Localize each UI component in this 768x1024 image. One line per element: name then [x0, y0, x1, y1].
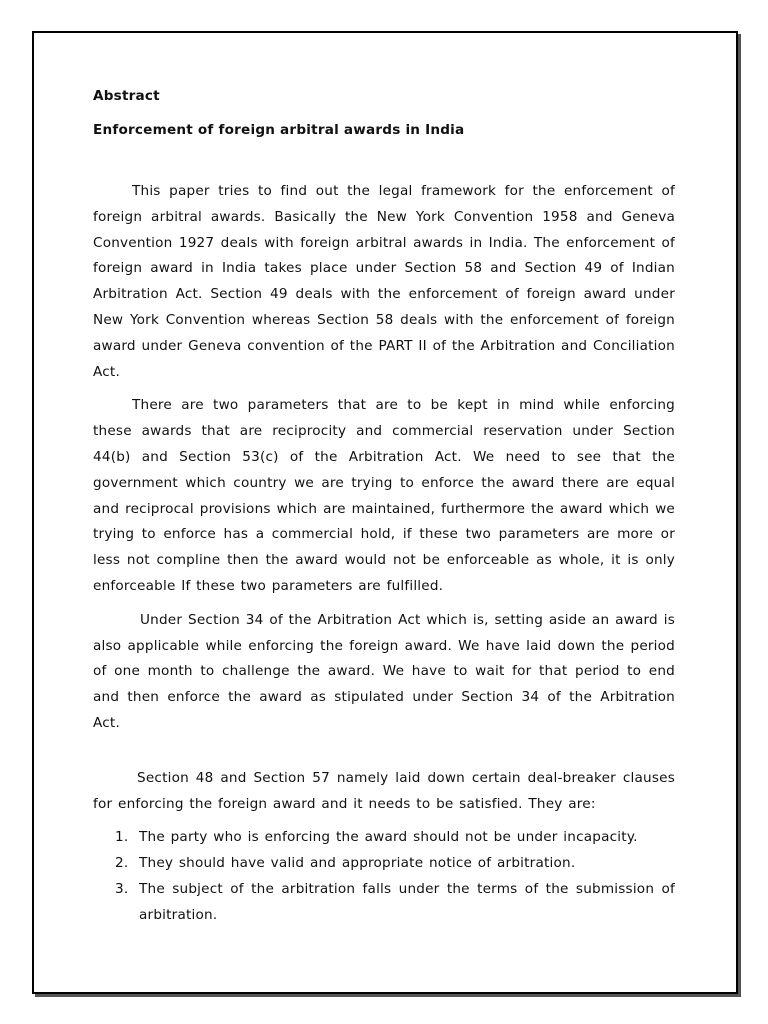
list-item-text: The party who is enforcing the award should not be under incapacity. [139, 829, 638, 846]
paper-title: Enforcement of foreign arbitral awards in India [93, 122, 465, 138]
list-item-number: 3. [115, 880, 129, 897]
paragraph-1: This paper tries to find out the legal framework for the enforcement of foreign arbitral awards. Basically the New York Convention 1958 and Geneva Convention 1927 deals with foreign arbitral awards in India. The enforcement of foreign award in India takes place under Section 58 and Section 49 of Indian Arbitration Act. Section 49 deals with the enforcement of foreign award under New York Convention whereas Section 58 deals with the enforcement of foreign award under Geneva convention of the PART II of the Arbitration and Conciliation Act. [93, 183, 675, 380]
list-item-number: 2. [115, 855, 129, 872]
document-body [93, 86, 675, 929]
list-item [93, 877, 675, 929]
paragraph-2: There are two parameters that are to be kept in mind while enforcing these awards that are reciprocity and commercial reservation under Section 44(b) and Section 53(c) of the Arbitration Act. We need to see that the government which country we are trying to enforce the award there are equal and reciprocal provisions which are maintained, furthermore the award which we trying to enforce has a commercial hold, if these two parameters are more or less not compline then the award would not be enforceable as whole, it is only enforceable If these two parameters are fulfilled. [93, 397, 675, 594]
list-item-text: They should have valid and appropriate notice of arbitration. [139, 855, 576, 872]
list-item-text: The subject of the arbitration falls under the terms of the submission of arbitration. [139, 880, 675, 923]
numbered-list [93, 825, 675, 928]
paragraph-3: Under Section 34 of the Arbitration Act which is, setting aside an award is also applicable while enforcing the foreign award. We have laid down the period of one month to challenge the award. We have to wait for that period to end and then enforce the award as stipulated under Section 34 of the Arbitration Act. [93, 611, 675, 731]
paragraph-4: Section 48 and Section 57 namely laid down certain deal-breaker clauses for enforcing the foreign award and it needs to be satisfied. They are: [93, 769, 675, 812]
list-item [93, 851, 675, 877]
list-item-number: 1. [115, 829, 129, 846]
list-item [93, 825, 675, 851]
abstract-heading: Abstract [93, 88, 160, 104]
